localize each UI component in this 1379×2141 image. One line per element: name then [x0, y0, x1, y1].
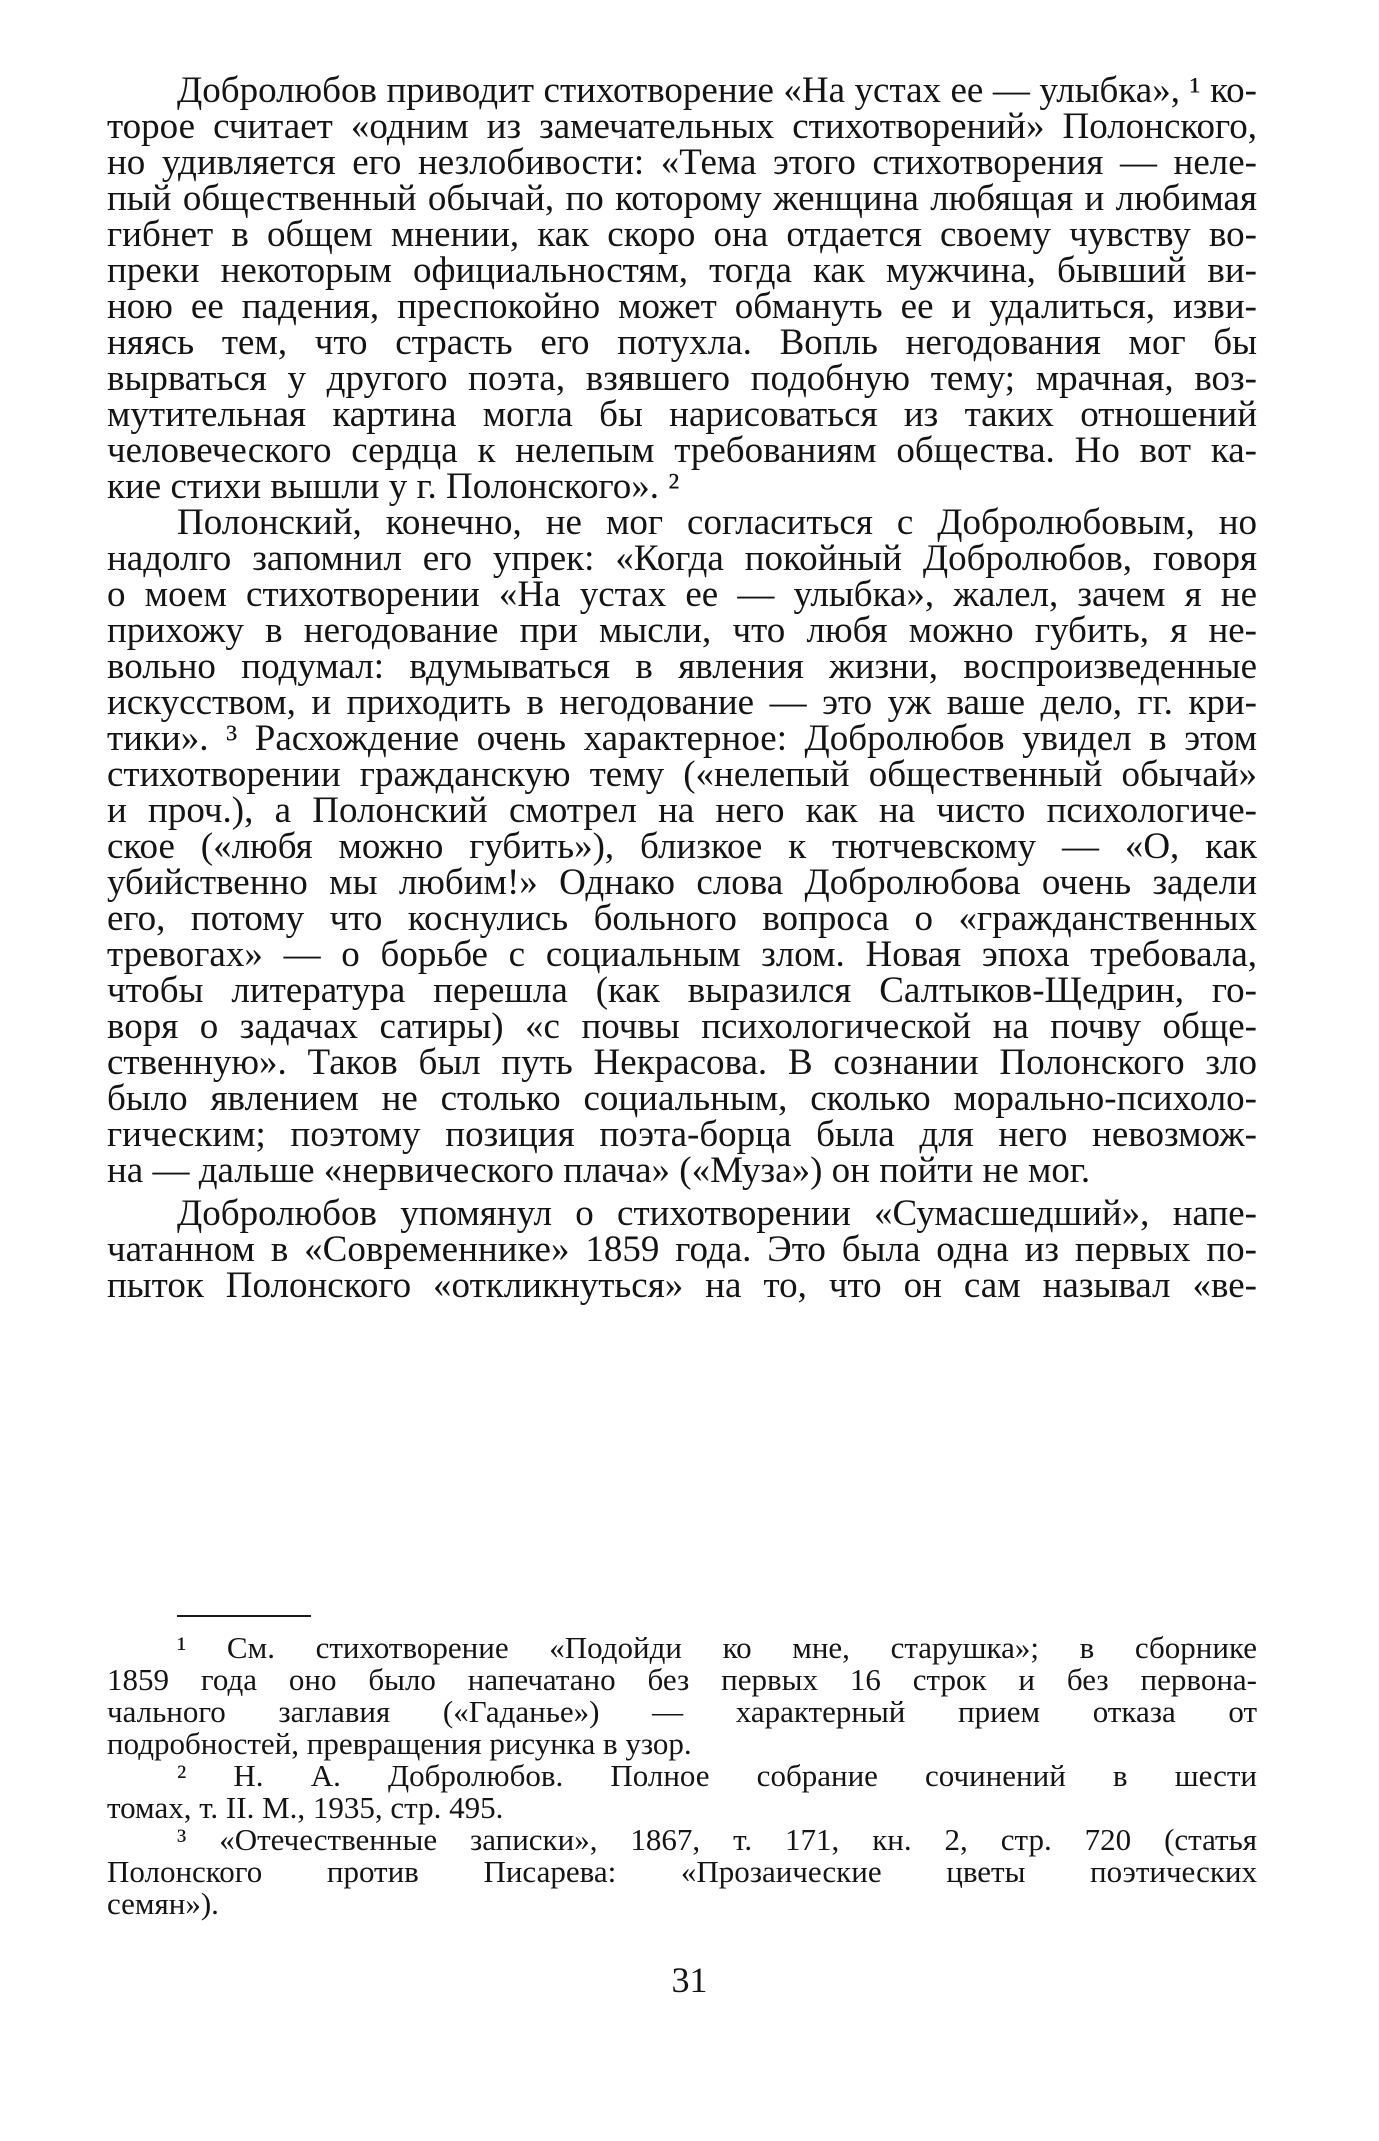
body-line-18: искусством, и приходить в негодование — это уж ваше дело, гг. кри- — [107, 682, 1257, 723]
body-line-29: было явлением не столько социальным, сколько морально-психоло- — [107, 1078, 1257, 1119]
body-line-20: стихотворении гражданскую тему («нелепый общественный обычай» — [107, 754, 1257, 795]
body-line-12: кие стихи вышли у г. Полонского». ² — [107, 466, 680, 507]
body-line-30: гическим; поэтому позиция поэта-борца была для него невозмож- — [107, 1114, 1257, 1155]
body-line-3: но удивляется его незлобивости: «Тема этого стихотворения — неле- — [107, 142, 1257, 183]
footnote-line-3: чального заглавия («Гаданье») — характерный прием отказа от — [107, 1694, 1257, 1729]
body-line-32: Добролюбов упомянул о стихотворении «Сумасшедший», напе- — [177, 1193, 1257, 1234]
body-line-17: вольно подумал: вдумываться в явления жизни, воспроизведенные — [107, 646, 1257, 687]
footnote-divider — [177, 1615, 311, 1617]
body-line-5: гибнет в общем мнении, как скоро она отдается своему чувству во- — [107, 214, 1257, 255]
body-line-22: ское («любя можно губить»), близкое к тютчевскому — «О, как — [107, 826, 1257, 867]
footnote-line-1: ¹ См. стихотворение «Подойди ко мне, старушка»; в сборнике — [177, 1630, 1257, 1665]
footnote-line-2: 1859 года оно было напечатано без первых 16 строк и без первона- — [107, 1662, 1257, 1697]
body-line-2: торое считает «одним из замечательных стихотворений» Полонского, — [107, 106, 1257, 147]
footnote-line-6: томах, т. II. М., 1935, стр. 495. — [107, 1790, 504, 1825]
body-line-10: мутительная картина могла бы нарисоваться из таких отношений — [107, 394, 1257, 435]
body-line-9: вырваться у другого поэта, взявшего подобную тему; мрачная, воз- — [107, 358, 1257, 399]
body-line-28: ственную». Таков был путь Некрасова. В сознании Полонского зло — [107, 1042, 1257, 1083]
body-line-1: Добролюбов приводит стихотворение «На устах ее — улыбка», ¹ ко- — [177, 70, 1257, 111]
body-line-11: человеческого сердца к нелепым требованиям общества. Но вот ка- — [107, 430, 1257, 471]
body-line-21: и проч.), а Полонский смотрел на него как на чисто психологиче- — [107, 790, 1257, 831]
body-line-24: его, потому что коснулись больного вопроса о «гражданственных — [107, 898, 1257, 939]
body-line-13: Полонский, конечно, не мог согласиться с Добролюбовым, но — [177, 502, 1257, 543]
body-line-4: пый общественный обычай, по которому женщина любящая и любимая — [107, 178, 1257, 219]
body-line-26: чтобы литература перешла (как выразился Салтыков-Щедрин, го- — [107, 970, 1257, 1011]
footnote-line-9: семян»). — [107, 1886, 219, 1921]
body-line-19: тики». ³ Расхождение очень характерное: Добролюбов увидел в этом — [107, 718, 1257, 759]
body-line-31: на — дальше «нервического плача» («Муза») он пойти не мог. — [107, 1150, 1091, 1191]
body-line-34: пыток Полонского «откликнуться» на то, что он сам называл «ве- — [107, 1265, 1257, 1306]
page-number: 31 — [671, 1960, 708, 2000]
footnote-line-4: подробностей, превращения рисунка в узор. — [107, 1726, 692, 1761]
footnote-line-8: Полонского против Писарева: «Прозаические цветы поэтических — [107, 1854, 1257, 1889]
body-line-6: преки некоторым официальностям, тогда как мужчина, бывший ви- — [107, 250, 1257, 291]
body-line-25: тревогах» — о борьбе с социальным злом. Новая эпоха требовала, — [107, 934, 1257, 975]
body-line-7: ною ее падения, преспокойно может обмануть ее и удалиться, изви- — [107, 286, 1257, 327]
body-line-15: о моем стихотворении «На устах ее — улыбка», жалел, зачем я не — [107, 574, 1257, 615]
body-line-16: прихожу в негодование при мысли, что любя можно губить, я не- — [107, 610, 1257, 651]
footnote-line-5: ² Н. А. Добролюбов. Полное собрание сочинений в шести — [177, 1758, 1257, 1793]
footnote-line-7: ³ «Отечественные записки», 1867, т. 171, кн. 2, стр. 720 (статья — [177, 1822, 1257, 1857]
body-line-23: убийственно мы любим!» Однако слова Добролюбова очень задели — [107, 862, 1257, 903]
body-line-8: няясь тем, что страсть его потухла. Вопль негодования мог бы — [107, 322, 1257, 363]
body-line-33: чатанном в «Современнике» 1859 года. Это была одна из первых по- — [107, 1229, 1257, 1270]
body-line-27: воря о задачах сатиры) «с почвы психологической на почву обще- — [107, 1006, 1257, 1047]
body-line-14: надолго запомнил его упрек: «Когда покойный Добролюбов, говоря — [107, 538, 1257, 579]
